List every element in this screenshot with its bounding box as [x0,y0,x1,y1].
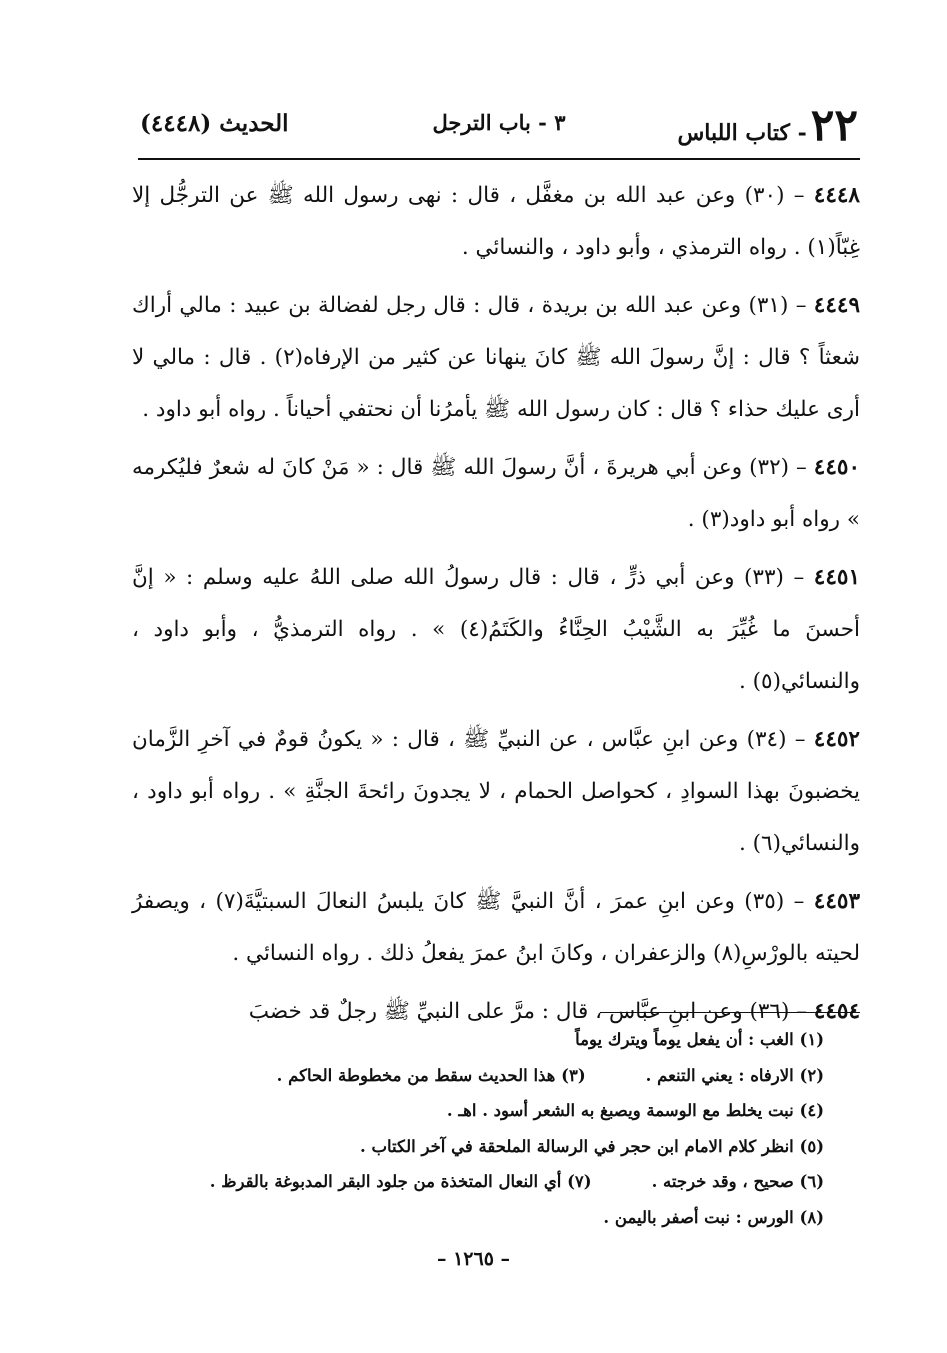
hadith-text: – (٣٣) وعن أبي ذرٍّ ، قال : قال رسولُ الله صلى اللهُ عليه وسلم : « إنَّ أحسنَ ما غُيِّرَ به الشَّيْبُ الحِنَّاءُ والكَتَمُ(٤) » . رواه الترمذيُّ ، وأبو داود ، والنسائي(٥) . [132,565,861,694]
hadith-paragraph [132,552,860,708]
footnote: (٧) أي النعال المتخذة من جلود البقر المدبوغة بالقرظ . [209,1172,592,1191]
hadith-number: ٤٤٤٩ [813,293,860,318]
hadith-text: – (٣١) وعن عبد الله بن بريدة ، قال : قال رجل لفضالة بن عبيد : مالي أراك شعثاً ؟ قال : إنَّ رسولَ الله ﷺ كانَ ينهانا عن كثير من الإرفاه(٢) . قال : مالي لا أرى عليك حذاء ؟ قال : كان رسول الله ﷺ يأمرُنا أن نحتفي أحياناً . رواه أبو داود . [132,293,861,422]
footnote-row [130,1129,824,1165]
hadith-reference: الحديث (٤٤٤٨) [140,110,289,137]
hadith-text: – (٣٦) وعن ابنِ عبَّاس ، قال : مرَّ على النبيِّ ﷺ رجلٌ قد خضبَ [248,999,807,1024]
footnote: (٤) نبت يخلط مع الوسمة ويصبغ به الشعر أسود . اهـ . [446,1101,824,1120]
footnote-row [130,1164,824,1200]
hadith-number: ٤٤٥٣ [813,889,860,914]
footnote: (٥) انظر كلام الامام ابن حجر في الرسالة الملحقة في آخر الكتاب . [359,1136,824,1156]
hadith-text: – (٣٠) وعن عبد الله بن مغفَّل ، قال : نهى رسول الله ﷺ عن الترجُّل إلا غِبّاً(١) . رواه الترمذي ، وأبو داود ، والنسائي . [132,183,860,260]
hadith-paragraph [132,170,860,274]
chapter-number: ٢٢ [810,100,858,151]
footnotes [130,1022,824,1235]
hadith-text: – (٣٤) وعن ابنِ عبَّاس ، عن النبيِّ ﷺ ، قال : « يكونُ قومٌ في آخرِ الزَّمان يخضبونَ بهذا السوادِ ، كحواصل الحمام ، لا يجدونَ رائحةَ الجنَّةِ » . رواه أبو داود ، والنسائي(٦) . [132,727,860,856]
book-title: - كتاب اللباس [677,120,807,146]
hadith-paragraph [132,442,860,546]
hadith-number: ٤٤٤٨ [813,183,860,208]
footnote: (١) الغب : أن يفعل يوماً ويترك يوماً [575,1030,824,1049]
page-number: – ١٢٦٥ – [436,1248,511,1270]
hadith-number: ٤٤٥٤ [813,999,860,1024]
hadith-number: ٤٤٥٢ [813,727,860,752]
hadith-text: – (٣٥) وعن ابنِ عمرَ ، أنَّ النبيَّ ﷺ كانَ يلبسُ النعالَ السبتيَّةَ(٧) ، ويصفرُ لحيته بالورْسِ(٨) والزعفران ، وكانَ ابنُ عمرَ يفعلُ ذلك . رواه النسائي . [132,889,860,966]
hadith-paragraph [132,280,860,436]
footnote-row [130,1200,824,1236]
footnote-row [130,1093,824,1129]
hadith-paragraph [132,876,860,980]
hadith-number: ٤٤٥١ [813,565,860,590]
footnote-divider [600,1012,860,1013]
header-divider [138,158,860,160]
footnote: (٢) الارفاه : يعني التنعم . [645,1065,824,1085]
hadith-text: – (٣٢) وعن أبي هريرةَ ، أنَّ رسولَ الله ﷺ قال : « مَنْ كانَ له شعرٌ فليُكرمه » رواه أبو داود(٣) . [132,455,860,532]
hadith-number: ٤٤٥٠ [813,455,860,480]
hadith-body [132,170,860,1044]
footnote: (٣) هذا الحديث سقط من مخطوطة الحاكم . [276,1065,586,1085]
footnote-row [130,1022,824,1058]
page-header [140,98,858,158]
footnote: (٦) صحيح ، وقد خرجته . [651,1172,824,1191]
section-title: ٣ - باب الترجل [432,110,566,135]
hadith-paragraph [132,714,860,870]
footnote-row [130,1058,824,1094]
footnote: (٨) الورس : نبت أصفر باليمن . [603,1207,824,1227]
